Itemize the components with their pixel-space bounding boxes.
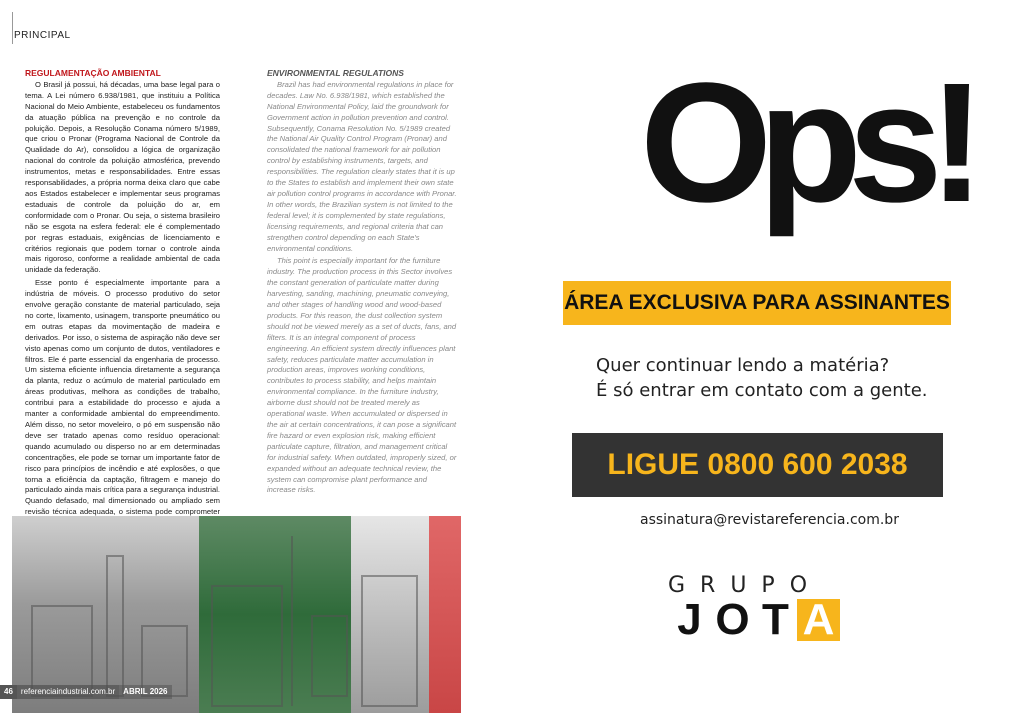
logo-letter-t: T xyxy=(762,599,789,641)
logo-letter-o: O xyxy=(715,599,750,641)
top-rule xyxy=(0,12,13,44)
phone-cta-button[interactable]: LIGUE 0800 600 2038 xyxy=(572,433,943,497)
logo-letter-a: A xyxy=(797,599,840,641)
footer-site[interactable]: referenciaindustrial.com.br xyxy=(17,685,119,699)
page-number: 46 xyxy=(0,685,17,699)
article-portuguese xyxy=(25,68,220,531)
logo-jota-letters xyxy=(668,599,846,641)
logo-letter-j: J xyxy=(677,599,702,641)
subscriber-banner: ÁREA EXCLUSIVA PARA ASSINANTES xyxy=(563,281,951,325)
subscription-email-link[interactable]: assinatura@revistareferencia.com.br xyxy=(640,512,899,528)
article-en-heading: ENVIRONMENTAL REGULATIONS xyxy=(267,68,404,78)
paywall-headline: Ops! xyxy=(640,48,972,238)
page-footer xyxy=(0,685,172,699)
logo-grupo-text: GRUPO xyxy=(668,573,823,598)
grupo-jota-logo xyxy=(668,573,846,643)
article-en-paragraph-2: This point is especially important for the furniture industry. The production process in this Sector involves the constant generation of particulate matter during harvesting, sanding, machining, pneumatic conveying, and other stages of handling wood and wood-based products. For this reason, the dust collection system should not be viewed merely as a set of ducts, fans, and filters. It is an integral component of process engineering. An efficient system directly influences plant safety, reduces particulate matter accumulation in production areas, improves working conditions, contributes to process stability, and helps maintain environmental compliance. In the furniture industry, airborne dust should not be treated merely as operational waste. When accumulated or dispersed in the air at certain concentrations, it can pose a significant fire hazard or even explosion risk, making efficient particulate capture, filtration, and management critical for industrial safety. When outdated, improperly sized, or expanded without an adequate technical review, the system can compromise plant performance and increase risks. xyxy=(267,256,457,495)
paywall-prompt xyxy=(596,353,928,403)
article-pt-paragraph-1: O Brasil já possui, há décadas, uma base legal para o tema. A Lei número 6.938/1981, que instituiu a Política Nacional do Meio Ambiente, estabeleceu os fundamentos da atuação pública na prevenção e no controle da poluição. Depois, a Resolução Conama número 5/1989, que criou o Pronar (Programa Nacional de Controle da Qualidade do Ar), consolidou a lógica de organização nacional do controle da poluição atmosférica, prevendo instrumentos, metas e responsabilidades. Entre essas responsabilidades, a própria norma deixa claro que cabe aos Estados estabelecer e implementar seus programas estaduais de controle da poluição do ar, em conformidade com o Pronar. Ou seja, o sistema brasileiro não se esgota na esfera federal: ele é complementado por regras estaduais, exigências de licenciamento e critérios regionais que podem tornar o controle ainda mais rigoroso, conforme a realidade ambiental de cada unidade da federação. xyxy=(25,79,220,275)
article-en-paragraph-1: Brazil has had environmental regulations in place for decades. Law No. 6.938/1981, which established the National Environmental Policy, laid the groundwork for Government action in pollution prevention and control. Subsequently, Conama Resolution No. 5/1989 created the National Air Quality Control Program (Pronar) and consolidated the national framework for air pollution control by establishing instruments, targets, and responsibilities. The regulation clearly states that it is up to the States to establish and implement their own state air pollution control programs in accordance with Pronar. In other words, the Brazilian system is not limited to the federal level; it is complemented by state regulations, licensing requirements, and regional criteria that can strengthen control depending on each State's environmental conditions. xyxy=(267,79,457,253)
factory-photo xyxy=(12,516,461,713)
article-pt-heading: REGULAMENTAÇÃO AMBIENTAL xyxy=(25,68,161,78)
footer-issue: ABRIL 2026 xyxy=(119,685,171,699)
article-english xyxy=(267,68,457,498)
article-pt-paragraph-2: Esse ponto é especialmente importante para a indústria de móveis. O processo produtivo do setor envolve geração constante de material particulado, seja no corte, lixamento, usinagem, transporte pneumático ou em outras etapas da movimentação de madeira e derivados. Por isso, o sistema de aspiração não deve ser visto apenas como um conjunto de dutos, ventiladores e filtros. Ele é parte essencial da engenharia de processo. Um sistema eficiente influencia diretamente a segurança da planta, reduz o acúmulo de material particulado em áreas produtivas, melhora as condições de trabalho, contribui para a estabilidade do processo e ajuda a manter a conformidade ambiental do empreendimento. Além disso, no setor moveleiro, o pó em suspensão não deve ser tratado apenas como resíduo operacional: quando acumulado ou disperso no ar em determinadas concentrações, ele pode se tornar um importante fator de risco para princípios de incêndio e até explosões, o que torna a eficiência da captação, filtragem e manejo do particulado ainda mais crítica para a segurança industrial. Quando defasado, mal dimensionado ou ampliado sem revisão técnica adequada, o sistema pode comprometer xyxy=(25,278,220,517)
prompt-line-2: É só entrar em contato com a gente. xyxy=(596,380,928,401)
prompt-line-1: Quer continuar lendo a matéria? xyxy=(596,355,890,376)
factory-silhouette xyxy=(12,516,461,713)
section-label: PRINCIPAL xyxy=(14,30,71,41)
